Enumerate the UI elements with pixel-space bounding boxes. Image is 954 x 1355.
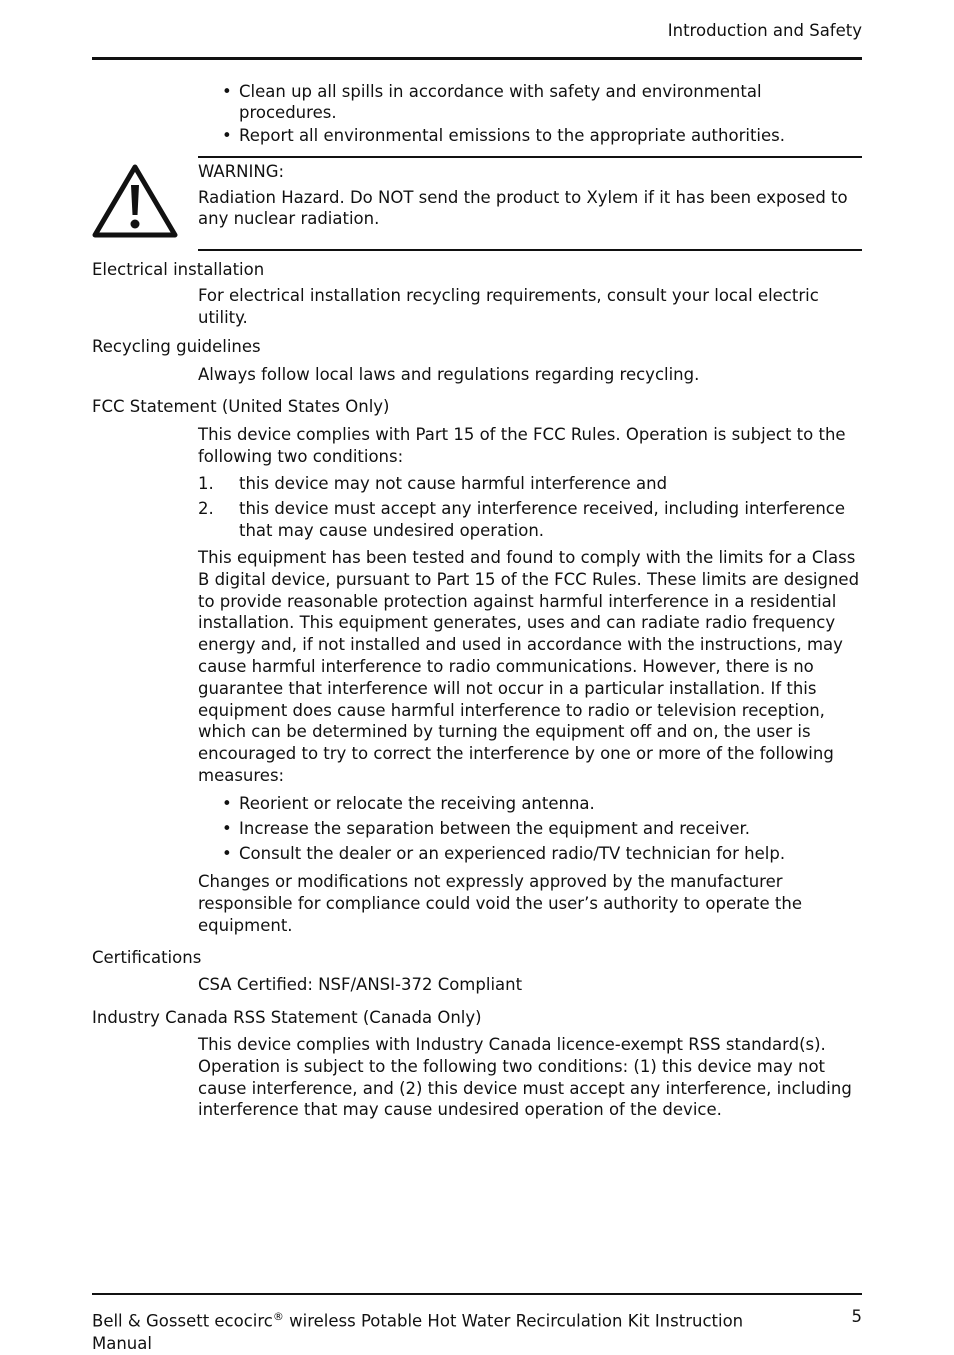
heading-industry-canada: Industry Canada RSS Statement (Canada Only)	[92, 1008, 482, 1027]
heading-certifications: Certifications	[92, 948, 202, 967]
fcc-condition-item	[198, 498, 862, 542]
heading-fcc-statement: FCC Statement (United States Only)	[92, 397, 390, 416]
registered-mark: ®	[272, 1310, 284, 1323]
footer-manual-title	[92, 1306, 782, 1355]
fcc-intro-text: This device complies with Part 15 of the FCC Rules. Operation is subject to the following two conditions:	[198, 425, 846, 466]
fcc-body-text: This equipment has been tested and found to comply with the limits for a Class B digital device, pursuant to Part 15 of the FCC Rules. These limits are designed to provide reasonable protection against harmful interference in a residential installation. This equipment generates, uses and can radiate radio frequency energy and, if not installed and used in accordance with the instructions, may cause harmful interference to radio communications. However, there is no guarantee that interference will not occur in a particular installation. If this equipment does cause harmful interference to radio or television reception, which can be determined by turning the equipment off and on, the user is encouraged to try to correct the interference by one or more of the following measures:	[198, 548, 860, 785]
list-item: • Clean up all spills in accordance with safety and environmental procedures.	[222, 81, 842, 123]
warning-bottom-divider	[198, 249, 862, 251]
list-number: 1.	[198, 474, 214, 493]
page-header-title: Introduction and Safety	[667, 21, 862, 40]
list-item-text: this device may not cause harmful interference and	[239, 474, 668, 493]
spill-bullet-list	[222, 81, 842, 148]
list-item: • Reorient or relocate the receiving antenna.	[222, 793, 842, 814]
list-number: 2.	[198, 499, 214, 518]
industry-canada-text: This device complies with Industry Canada licence-exempt RSS standard(s). Operation is subject to the following two conditions: (1) this device may not cause interference, and (2) this device must accept any interference, including interference that may cause undesired operation of the device.	[198, 1035, 852, 1120]
heading-electrical-installation: Electrical installation	[92, 260, 265, 279]
footer-text-before: Bell & Gossett ecocirc	[92, 1311, 273, 1331]
electrical-installation-text: For electrical installation recycling requirements, consult your local electric utility.	[198, 286, 819, 327]
page-number: 5	[851, 1307, 862, 1326]
list-item: • Consult the dealer or an experienced radio/TV technician for help.	[222, 843, 842, 864]
fcc-measures-list	[222, 793, 842, 866]
list-item: • Increase the separation between the equipment and receiver.	[222, 818, 842, 839]
warning-text: Radiation Hazard. Do NOT send the product to Xylem if it has been exposed to any nuclear radiation.	[198, 188, 848, 228]
heading-recycling-guidelines: Recycling guidelines	[92, 337, 261, 356]
warning-top-divider	[198, 156, 862, 158]
list-item: • Report all environmental emissions to the appropriate authorities.	[222, 125, 842, 146]
footer-text-after: wireless Potable Hot Water Recirculation Kit Instruction Manual	[92, 1311, 744, 1353]
list-item-text: this device must accept any interference received, including interference that may cause undesired operation.	[239, 499, 846, 540]
warning-title: WARNING:	[198, 162, 285, 181]
header-divider	[92, 57, 862, 60]
fcc-condition-item	[198, 473, 862, 495]
fcc-closing-text: Changes or modifications not expressly approved by the manufacturer responsible for compliance could void the user’s authority to operate the equipment.	[198, 872, 802, 935]
footer-divider	[92, 1293, 862, 1295]
certifications-text: CSA Certified: NSF/ANSI-372 Compliant	[198, 975, 523, 994]
warning-triangle-icon	[92, 163, 178, 243]
recycling-guidelines-text: Always follow local laws and regulations regarding recycling.	[198, 365, 700, 384]
